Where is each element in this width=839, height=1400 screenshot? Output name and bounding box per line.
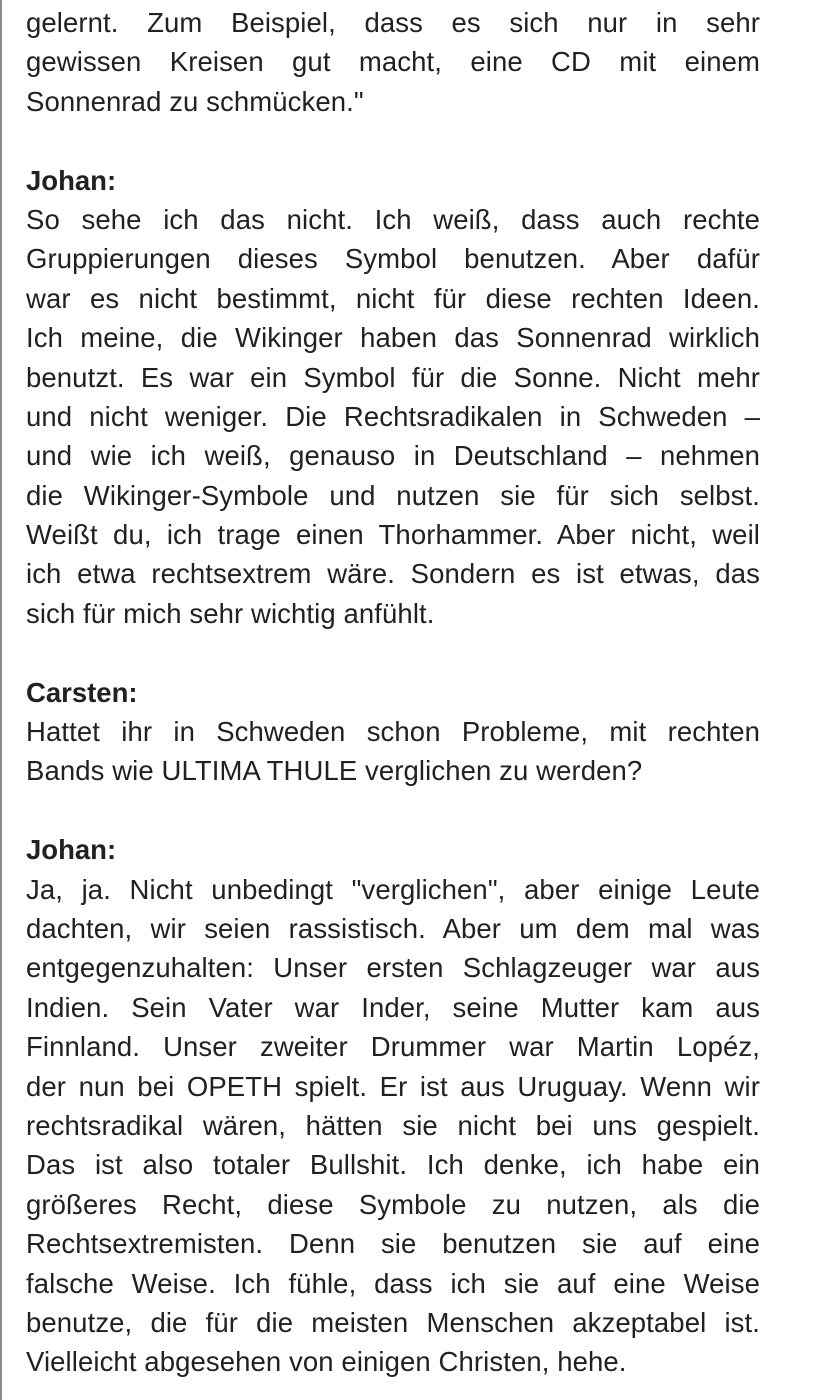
question-carsten — [26, 673, 760, 791]
text-line: entgegenzuhalten: Unser ersten Schlagzeuger war aus — [26, 952, 760, 984]
text-line: Finnland. Unser zweiter Drummer war Martin Lopéz, — [26, 1031, 760, 1063]
answer-johan-1 — [26, 161, 760, 634]
text-line: dachten, wir seien rassistisch. Aber um dem mal was — [26, 912, 760, 944]
text-line: Sonnenrad zu schmücken." — [26, 85, 364, 117]
text-line: Hattet ihr in Schweden schon Probleme, mit rechten — [26, 716, 760, 748]
text-line: Indien. Sein Vater war Inder, seine Mutter kam aus — [26, 991, 760, 1023]
speaker-label: Johan: — [26, 164, 117, 196]
text-line: Rechtsextremisten. Denn sie benutzen sie auf eine — [26, 1228, 760, 1260]
text-line: der nun bei OPETH spielt. Er ist aus Uruguay. Wenn wir — [26, 1070, 760, 1102]
speaker-label: Johan: — [26, 834, 117, 866]
text-line: gelernt. Zum Beispiel, dass es sich nur in sehr — [26, 7, 760, 38]
text-line: und wie ich weiß, genauso in Deutschland – nehmen — [26, 440, 760, 472]
text-line: Bands wie ULTIMA THULE verglichen zu werden? — [26, 755, 643, 787]
text-line: Weißt du, ich trage einen Thorhammer. Aber nicht, weil — [26, 519, 760, 551]
text-line: sich für mich sehr wichtig anfühlt. — [26, 597, 435, 629]
text-line: und nicht weniger. Die Rechtsradikalen in Schweden – — [26, 400, 760, 432]
text-line: So sehe ich das nicht. Ich weiß, dass auch rechte — [26, 203, 760, 235]
interview-article — [26, 3, 760, 1382]
text-line: Ich meine, die Wikinger haben das Sonnenrad wirklich — [26, 322, 760, 354]
text-line: die Wikinger-Symbole und nutzen sie für sich selbst. — [26, 479, 760, 511]
text-line: Vielleicht abgesehen von einigen Christen, hehe. — [26, 1346, 627, 1378]
text-line: gewissen Kreisen gut macht, eine CD mit einem — [26, 46, 760, 78]
paragraph-gap — [26, 633, 760, 672]
text-line: benutzt. Es war ein Symbol für die Sonne. Nicht mehr — [26, 361, 760, 393]
text-line: war es nicht bestimmt, nicht für diese rechten Ideen. — [26, 282, 760, 314]
text-line: größeres Recht, diese Symbole zu nutzen, als die — [26, 1188, 760, 1220]
paragraph-continuation — [26, 3, 760, 121]
text-line: rechtsradikal wären, hätten sie nicht bei uns gespielt. — [26, 1109, 760, 1141]
paragraph-gap — [26, 121, 760, 160]
paragraph-gap — [26, 791, 760, 830]
text-line: falsche Weise. Ich fühle, dass ich sie auf eine Weise — [26, 1267, 760, 1299]
text-line: Gruppierungen dieses Symbol benutzen. Aber dafür — [26, 243, 760, 275]
speaker-label: Carsten: — [26, 676, 138, 708]
text-line: Ja, ja. Nicht unbedingt "verglichen", aber einige Leute — [26, 873, 760, 905]
text-line: Das ist also totaler Bullshit. Ich denke, ich habe ein — [26, 1149, 760, 1181]
answer-johan-2 — [26, 830, 760, 1381]
text-line: benutze, die für die meisten Menschen akzeptabel ist. — [26, 1306, 760, 1338]
text-line: ich etwa rechtsextrem wäre. Sondern es ist etwas, das — [26, 558, 760, 590]
